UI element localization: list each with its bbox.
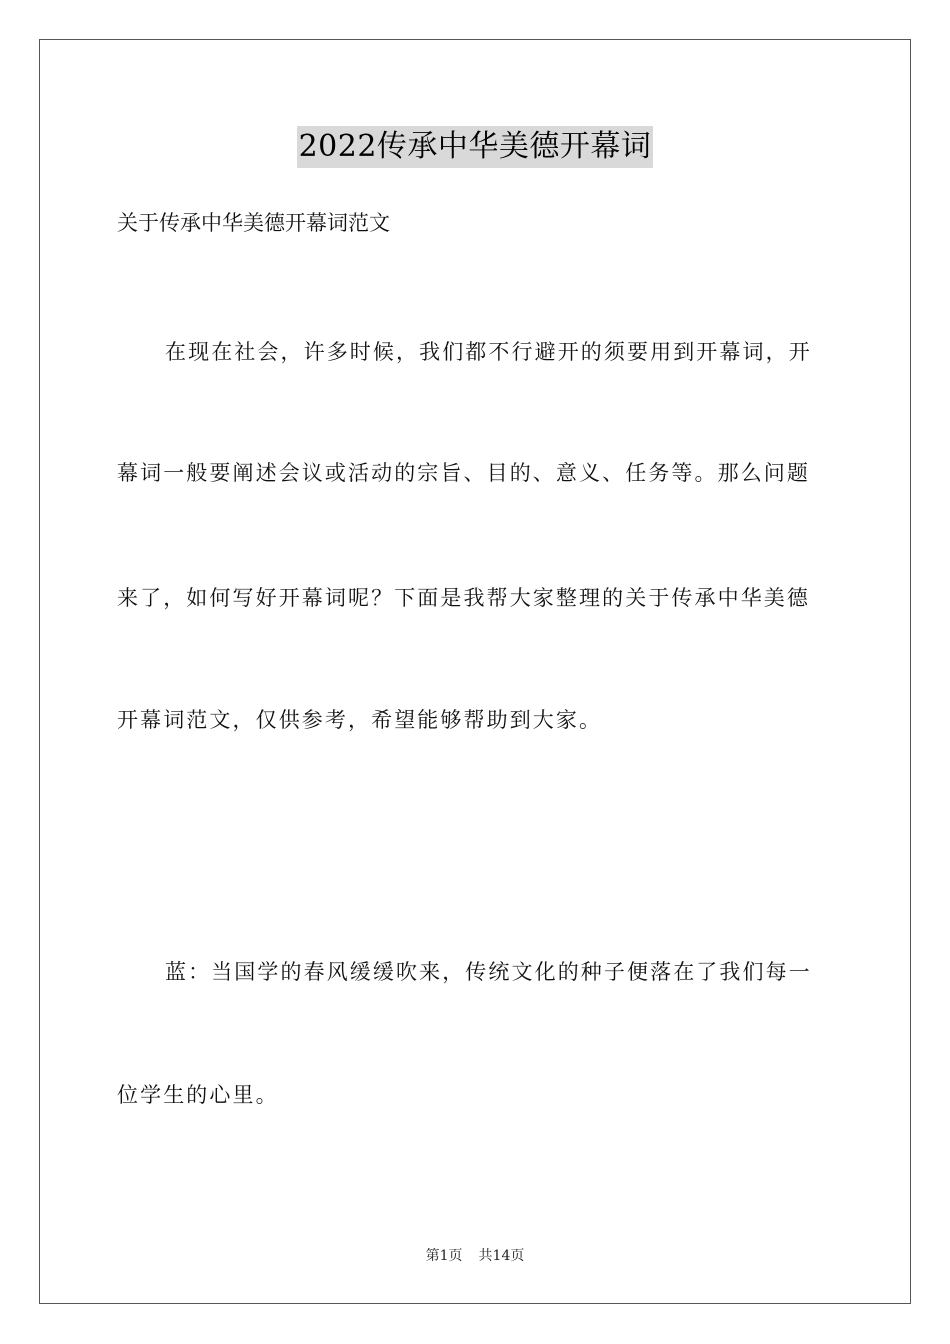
title-container — [0, 126, 950, 168]
document-subtitle: 关于传承中华美德开幕词范文 — [117, 211, 390, 235]
page-number-current: 第1页 — [425, 1248, 463, 1264]
page-footer — [0, 1246, 950, 1266]
paragraph-1-line-3: 来了，如何写好开幕词呢？下面是我帮大家整理的关于传承中华美德 — [117, 586, 810, 610]
paragraph-2-line-2: 位学生的心里。 — [117, 1083, 279, 1107]
page-number-total: 共14页 — [478, 1248, 525, 1264]
paragraph-1-line-2: 幕词一般要阐述会议或活动的宗旨、目的、意义、任务等。那么问题 — [117, 461, 810, 485]
paragraph-1-line-4: 开幕词范文，仅供参考，希望能够帮助到大家。 — [117, 708, 603, 732]
paragraph-1-line-1: 在现在社会，许多时候，我们都不行避开的须要用到开幕词，开 — [165, 340, 812, 364]
paragraph-2-line-1: 蓝：当国学的春风缓缓吹来，传统文化的种子便落在了我们每一 — [165, 960, 812, 984]
document-title: 2022传承中华美德开幕词 — [297, 126, 654, 168]
